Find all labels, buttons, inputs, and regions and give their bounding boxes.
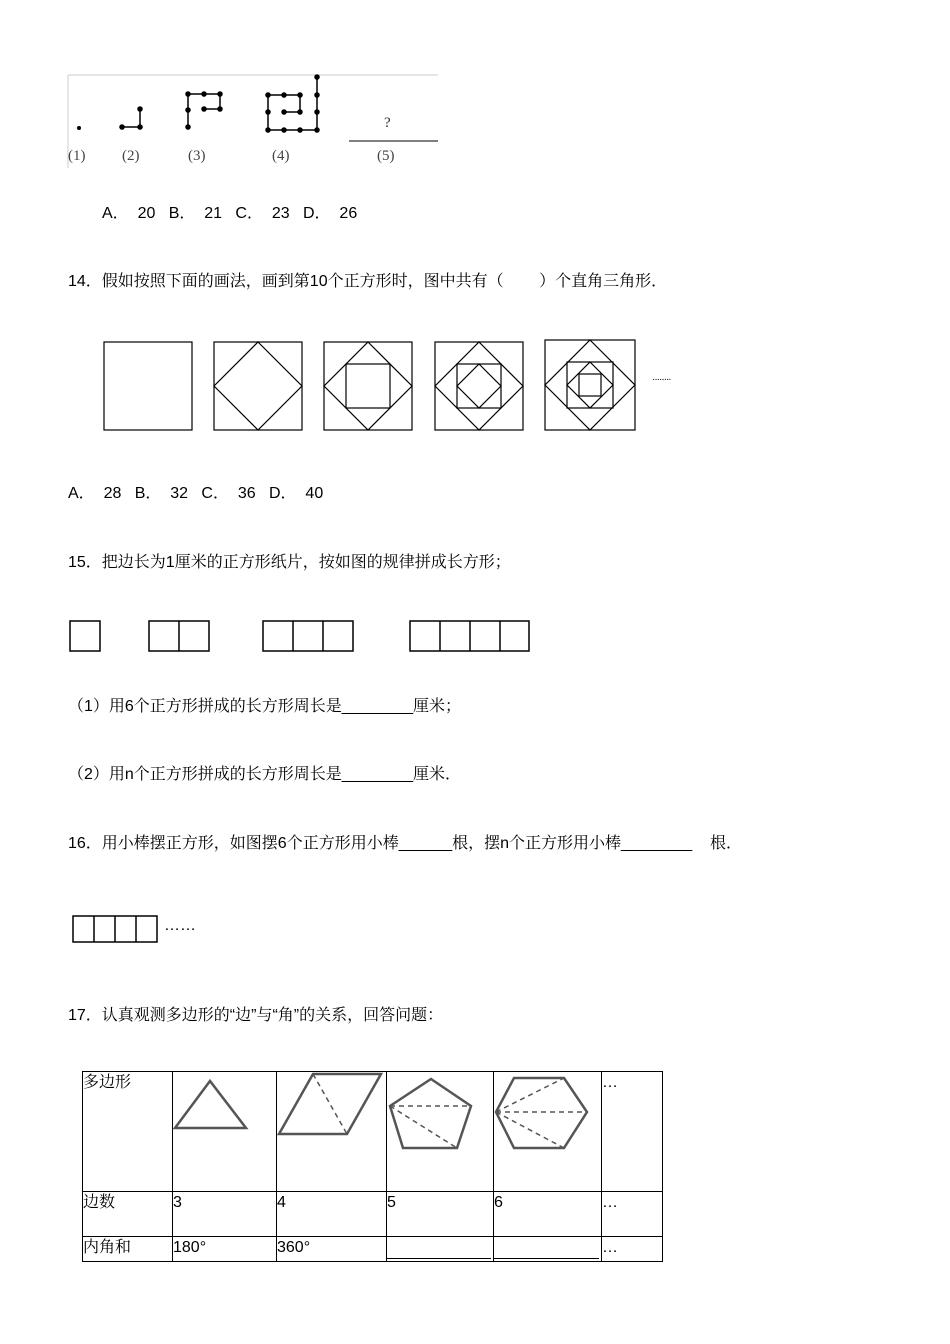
sides-4: 4	[277, 1192, 387, 1237]
q15-rect-1	[70, 621, 100, 651]
q14-ellipsis: ········	[652, 374, 671, 385]
angle-360: 360°	[277, 1237, 387, 1262]
q14-square-2	[214, 342, 302, 430]
more-cell: …	[602, 1072, 663, 1192]
q13-pattern-2	[120, 107, 142, 129]
angle-180: 180°	[173, 1237, 277, 1262]
sides-5: 5	[387, 1192, 494, 1237]
q13-pattern-4	[266, 75, 319, 132]
q14-square-1	[104, 342, 192, 430]
triangle-cell	[173, 1072, 277, 1192]
pentagon-cell	[387, 1072, 494, 1192]
sides-6: 6	[494, 1192, 602, 1237]
table-row	[83, 1237, 663, 1262]
q13-figure	[0, 0, 950, 180]
quadrilateral-cell	[277, 1072, 387, 1192]
q13-label-1: (1)	[68, 148, 86, 164]
q13-label-4: (4)	[272, 148, 290, 164]
q13-label-2: (2)	[122, 148, 140, 164]
q13-question-mark: ?	[384, 115, 391, 131]
q13-label-5: (5)	[377, 148, 395, 164]
q17-question: 17．认真观测多边形的“边”与“角”的关系，回答问题：	[68, 1007, 444, 1024]
q14-figure	[0, 330, 950, 440]
row-label-sides: 边数	[83, 1192, 173, 1237]
angle-more: …	[602, 1237, 663, 1262]
q15-rect-2	[149, 621, 209, 651]
q14-square-3	[324, 342, 412, 430]
q13-label-3: (3)	[188, 148, 206, 164]
q15-sub1: （1）用6个正方形拼成的长方形周长是________厘米；	[68, 698, 461, 715]
q13-options: A． 20 B． 21 C． 23 D． 26	[102, 205, 358, 222]
q14-options: A． 28 B． 32 C． 36 D． 40	[68, 485, 324, 502]
q16-ellipsis: ……	[164, 917, 196, 934]
hexagon-cell	[494, 1072, 602, 1192]
q15-rect-4	[410, 621, 529, 651]
q15-sub2: （2）用n个正方形拼成的长方形周长是________厘米．	[68, 766, 461, 783]
q13-dot	[77, 126, 81, 130]
q15-question: 15．把边长为1厘米的正方形纸片，按如图的规律拼成长方形；	[68, 554, 511, 571]
q15-figure	[0, 615, 950, 660]
q14-square-5	[545, 340, 635, 430]
sides-3: 3	[173, 1192, 277, 1237]
q14-square-4	[435, 342, 523, 430]
angle-blank-6[interactable]	[494, 1237, 602, 1262]
q16-figure	[0, 910, 950, 950]
sides-more: …	[602, 1192, 663, 1237]
row-label-angles: 内角和	[83, 1237, 173, 1262]
polygon-table	[82, 1071, 663, 1262]
angle-blank-5[interactable]	[387, 1237, 494, 1262]
row-label-polygon: 多边形	[83, 1072, 173, 1192]
table-row	[83, 1072, 663, 1192]
q16-question: 16．用小棒摆正方形，如图摆6个正方形用小棒______根，摆n个正方形用小棒________ 根．	[68, 835, 742, 852]
q13-pattern-3	[186, 92, 222, 129]
table-row	[83, 1192, 663, 1237]
q15-rect-3	[263, 621, 353, 651]
q14-question: 14．假如按照下面的画法，画到第10个正方形时，图中共有（ ）个直角三角形．	[68, 273, 668, 290]
